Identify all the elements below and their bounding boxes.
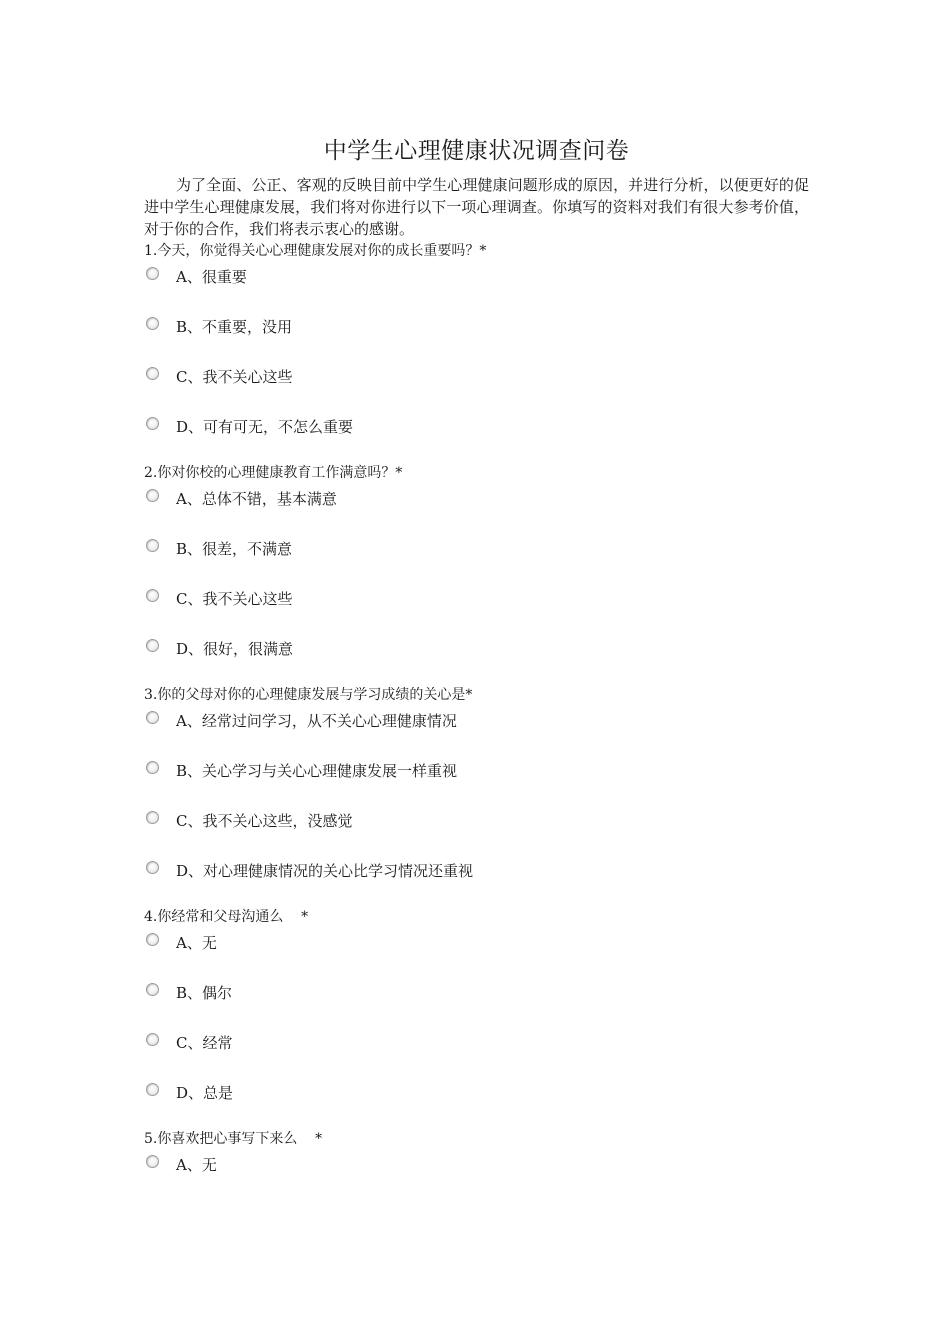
question-text: 5.你喜欢把心事写下来么 *	[144, 1131, 323, 1147]
radio-button[interactable]	[146, 367, 159, 380]
option-label: C、我不关心这些	[176, 368, 293, 386]
radio-button[interactable]	[146, 1155, 159, 1168]
radio-button[interactable]	[146, 861, 159, 874]
option-label: A、很重要	[176, 268, 247, 286]
question-5	[144, 1128, 809, 1200]
radio-button[interactable]	[146, 711, 159, 724]
option-4a[interactable]	[144, 928, 809, 978]
radio-button[interactable]	[146, 589, 159, 602]
radio-button[interactable]	[146, 983, 159, 996]
option-label: D、总是	[176, 1084, 234, 1102]
question-3	[144, 684, 809, 906]
option-4b[interactable]	[144, 978, 809, 1028]
option-1d[interactable]	[144, 412, 809, 462]
option-label: B、关心学习与关心心理健康发展一样重视	[176, 762, 458, 780]
radio-button[interactable]	[146, 1083, 159, 1096]
page-title: 中学生心理健康状况调查问卷	[323, 138, 630, 164]
question-2	[144, 462, 809, 684]
option-4d[interactable]	[144, 1078, 809, 1128]
option-label: C、我不关心这些	[176, 590, 293, 608]
question-1	[144, 240, 809, 462]
option-label: B、很差，不满意	[176, 540, 293, 558]
option-label: A、总体不错，基本满意	[176, 490, 337, 508]
option-label: D、可有可无，不怎么重要	[176, 418, 354, 436]
intro-paragraph: 为了全面、公正、客观的反映目前中学生心理健康问题形成的原因，并进行分析，以便更好的促进中学生心理健康发展，我们将对你进行以下一项心理调查。你填写的资料对我们有很大参考价值，对于你的合作，我们将表示衷心的感谢。	[144, 176, 809, 238]
questionnaire-page	[144, 134, 809, 1200]
option-label: C、我不关心这些，没感觉	[176, 812, 353, 830]
question-text: 3.你的父母对你的心理健康发展与学习成绩的关心是*	[144, 687, 473, 703]
option-3d[interactable]	[144, 856, 809, 906]
option-1a[interactable]	[144, 262, 809, 312]
option-2d[interactable]	[144, 634, 809, 684]
radio-button[interactable]	[146, 639, 159, 652]
radio-button[interactable]	[146, 317, 159, 330]
option-1c[interactable]	[144, 362, 809, 412]
option-2a[interactable]	[144, 484, 809, 534]
option-label: A、经常过问学习，从不关心心理健康情况	[176, 712, 457, 730]
option-label: A、无	[176, 934, 217, 952]
option-5a[interactable]	[144, 1150, 809, 1200]
option-4c[interactable]	[144, 1028, 809, 1078]
radio-button[interactable]	[146, 761, 159, 774]
option-3a[interactable]	[144, 706, 809, 756]
radio-button[interactable]	[146, 539, 159, 552]
option-label: D、很好，很满意	[176, 640, 294, 658]
radio-button[interactable]	[146, 417, 159, 430]
option-label: C、经常	[176, 1034, 233, 1052]
radio-button[interactable]	[146, 267, 159, 280]
option-label: B、不重要，没用	[176, 318, 293, 336]
option-3c[interactable]	[144, 806, 809, 856]
option-label: B、偶尔	[176, 984, 233, 1002]
radio-button[interactable]	[146, 1033, 159, 1046]
question-4	[144, 906, 809, 1128]
radio-button[interactable]	[146, 933, 159, 946]
option-label: A、无	[176, 1156, 217, 1174]
option-3b[interactable]	[144, 756, 809, 806]
question-text: 4.你经常和父母沟通么 *	[144, 909, 309, 925]
option-2c[interactable]	[144, 584, 809, 634]
question-text: 1.今天，你觉得关心心理健康发展对你的成长重要吗？*	[144, 243, 487, 259]
radio-button[interactable]	[146, 811, 159, 824]
radio-button[interactable]	[146, 489, 159, 502]
question-text: 2.你对你校的心理健康教育工作满意吗？*	[144, 465, 403, 481]
option-1b[interactable]	[144, 312, 809, 362]
option-label: D、对心理健康情况的关心比学习情况还重视	[176, 862, 474, 880]
option-2b[interactable]	[144, 534, 809, 584]
